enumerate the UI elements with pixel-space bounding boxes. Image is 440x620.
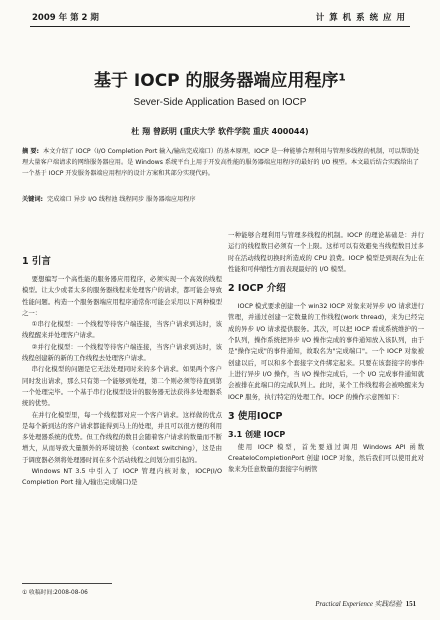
abstract-text: 本文介绍了 IOCP（I/O Completion Port 输入/输出完成端口）的基本原理，IOCP 是一种能够合理利用与管理多线程的机制，可以帮助处理大量客户端请求的网络服务器应用。是 Windows 系统平台上用于开发高性能的服务器端应用程序的最好的 I/O 模型。本文最后结合实践给出了一个基于 IOCP 开发服务器端应用程序的设计方案和其部分实现代码。 [22,148,420,178]
section-heading-intro: 1 引言 [22,256,51,267]
footnote-rule [22,583,112,584]
paragraph: ②并行化模型：一个线程等待客户端连接，当客户请求到达时，该线程创建新的新的工作线程去处理客户请求。 [22,342,222,363]
footnote: ① 收稿时间:2008-08-06 [22,590,88,596]
paragraph: ①串行化模型：一个线程等待客户端连接，当客户请求到达时，该线程醒来并处理客户请求。 [22,320,222,340]
subsection-heading-create-iocp: 3.1 创建 IOCP [228,429,286,439]
paragraph: 串行化模型的问题是它无法处理同时来的多个请求。如果两个客户同时发出请求，那么只有第一个能够到处理，第二个则必须等待直到第一个处理完毕。一个基于串行化模型设计的服务器无法获得多处理器系统的优势。 [22,365,222,408]
page-number: 151 [405,601,416,608]
authors-line: 杜 翔 曾跃明 (重庆大学 软件学院 重庆 400044) [131,127,309,136]
paragraph: 一种能够合理利用与管理多线程的机制。IOCP 的理论基础是：并行运行的线程数目必须有一个上限。这样可以有效避免当线程数目过多时在活动线程切换时所造成的 CPU 浪费。IOCP 模型是到现在为止在性能和可伸缩性方面表现最好的 I/O 模型。 [228,231,424,273]
keywords [22,194,422,205]
journal-section: Practical Experience 实践经验 [315,601,402,608]
paragraph: 在并行化模型里，每一个线程都对应一个客户请求。这样做的优点是每个新到达的客户请求都能得到马上的处理，并且可以很方便的利用多处理器系统的优势。但工作线程的数目会随着客户请求的数量而不断增大，从而导致大量额外的环境切换（context switching），这是由于调度器必须将处理器时间在多个活动线程之间划分而引起的。 [22,410,222,464]
paragraph: Windows NT 3.5 中引入了 IOCP 管理内核对象，IOCP(I/O Completion Port 输入/输出完成端口)是 [22,467,222,487]
section-heading-using-iocp: 3 使用IOCP [228,410,283,422]
running-header [0,0,440,30]
left-column [22,256,222,489]
keywords-text: 完成端口 异步 I/O 线程池 线程同步 服务器端应用程序 [47,196,196,203]
keywords-label: 关键词: [22,196,44,203]
issue-label: 2009 年 第 2 期 [32,13,99,23]
paragraph: 使用 IOCP 模型，首先要通过调用 Windows API 函数 CreateIoCompletionPort 创建 IOCP 对象，然后我们可以使用此对象来为任意数量的套接字句柄管 [228,442,424,474]
paper-title: 基于 IOCP 的服务器端应用程序¹ [94,71,346,91]
column-label: 计 算 机 系 统 应 用 [315,13,406,23]
header-rule [30,26,410,27]
paragraph: 要想编写一个高性能的服务器应用程序，必须实现一个高效的线程模型。让太少或者太多的服务器线程来处理客户的请求，都可能会导致性能问题。构造一个服务器端应用程序通常你可能会采用以下两种模型之一： [22,275,222,317]
paper-subtitle: Sever-Side Application Based on IOCP [133,97,307,108]
paragraph: IOCP 模式要求创建一个 win32 IOCP 对象来对异步 I/O 请求进行管理，并通过创建一定数量的工作线程(work thread)，来为已经完成的异步 I/O 请求提供服务。其次，可以把 IOCP 看成系统维护的一个队列，操作系统把异步 I/O 操作完成的事件通知放入该队列，由于是"操作完成"的事件通知，故取名为"完成端口"。一个 IOCP 对象被创建以后，可以和多个套接字文件绑定起来。只要在该套接字的事件上进行异步 I/O 操作，当 I/O 操作完成后，一个 I/O 完成事件通知就会被排在此端口的完成队列上。此时，某个工作线程将会被唤醒来为 IOCP 服务，执行特定的处理工作。IOCP 的操作示意图如下： [228,302,424,401]
abstract [22,146,422,180]
abstract-label: 摘 要: [22,148,40,155]
section-heading-iocp-intro: 2 IOCP 介绍 [228,283,286,295]
page-footer [315,598,416,608]
right-column [228,230,424,476]
